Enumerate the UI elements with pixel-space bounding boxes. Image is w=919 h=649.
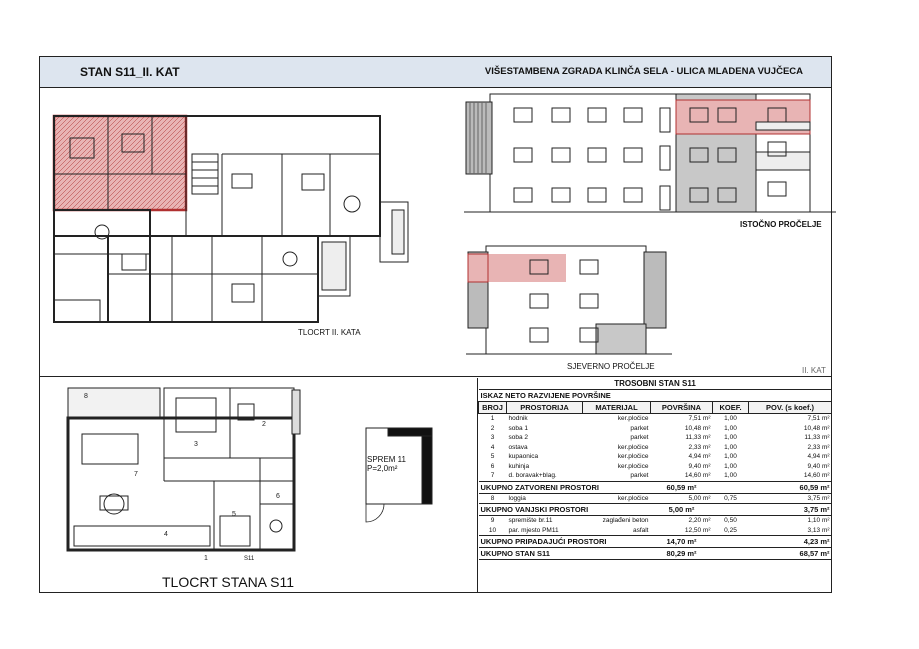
room-number-1-top: 1 xyxy=(204,555,208,562)
cell-num: 4 xyxy=(490,443,495,451)
cell-num: 5 xyxy=(490,453,495,461)
cell-coef: 1,00 xyxy=(724,453,737,461)
upper-panel xyxy=(40,88,831,377)
entrance-label: S11 xyxy=(244,556,255,562)
unit-plan-caption: TLOCRT STANA S11 xyxy=(162,574,295,590)
cell-area: 9,40 m² xyxy=(688,462,711,470)
cell-area-coef: 3,75 m² xyxy=(807,494,830,502)
cell-coef: 0,50 xyxy=(724,517,737,525)
cell-area: 7,51 m² xyxy=(688,415,711,423)
cell-name: kupaonica xyxy=(508,453,539,461)
table-title: TROSOBNI STAN S11 xyxy=(479,378,832,390)
cell-coef: 1,00 xyxy=(724,434,737,442)
cell-coef: 1,00 xyxy=(724,415,737,423)
north-facade-drawing xyxy=(466,244,672,356)
cell-area-coef: 14,60 m² xyxy=(803,472,830,480)
cell-material: parket xyxy=(630,424,649,432)
cell-num: 8 xyxy=(490,494,495,502)
table-row xyxy=(479,516,832,526)
room-number-4: 4 xyxy=(164,531,168,538)
cell-material: asfalt xyxy=(632,526,649,534)
col-header-area-coef: POV. (s koef.) xyxy=(749,402,832,414)
room-number-3: 3 xyxy=(194,441,198,448)
closed-total-area-coef: 60,59 m² xyxy=(749,481,832,493)
belonging-total-label: UKUPNO PRIPADAJUĆI PROSTORI xyxy=(479,536,651,548)
cell-coef: 1,00 xyxy=(724,462,737,470)
floor-plan-caption: TLOCRT II. KATA xyxy=(298,328,361,337)
cell-num: 10 xyxy=(488,526,497,534)
cell-name: d. boravak+blag. xyxy=(508,472,557,480)
cell-coef: 0,75 xyxy=(724,494,737,502)
table-row xyxy=(479,433,832,443)
grand-total-area-coef: 68,57 m² xyxy=(749,548,832,560)
table-row xyxy=(479,526,832,536)
cell-coef: 1,00 xyxy=(724,443,737,451)
cell-area-coef: 10,48 m² xyxy=(803,424,830,432)
cell-area: 2,20 m² xyxy=(688,517,711,525)
grand-total-label: UKUPNO STAN S11 xyxy=(479,548,651,560)
outdoor-total-area-coef: 3,75 m² xyxy=(749,504,832,516)
table-row xyxy=(479,443,832,453)
cell-num: 2 xyxy=(490,424,495,432)
cell-coef: 1,00 xyxy=(724,424,737,432)
storage-label: SPREM 11 xyxy=(367,455,406,464)
north-facade-caption: SJEVERNO PROČELJE xyxy=(567,362,655,371)
room-number-6: 6 xyxy=(276,493,280,500)
cell-area-coef: 2,33 m² xyxy=(807,443,830,451)
closed-total-area: 60,59 m² xyxy=(651,481,713,493)
room-number-5: 5 xyxy=(232,511,236,518)
room-number-2: 2 xyxy=(262,421,266,428)
unit-title: STAN S11_II. KAT xyxy=(80,65,180,79)
cell-area: 10,48 m² xyxy=(684,424,711,432)
storage-area: P=2,0m² xyxy=(367,464,398,473)
cell-num: 1 xyxy=(490,415,495,423)
col-header-coef: KOEF. xyxy=(713,402,749,414)
cell-coef: 1,00 xyxy=(724,472,737,480)
outdoor-total-area: 5,00 m² xyxy=(651,504,713,516)
drawing-sheet xyxy=(39,56,832,593)
belonging-total-area-coef: 4,23 m² xyxy=(749,536,832,548)
cell-name: soba 1 xyxy=(508,424,529,432)
floor-plan-drawing xyxy=(52,114,412,324)
cell-num: 9 xyxy=(490,517,495,525)
table-row xyxy=(479,414,832,424)
table-row xyxy=(479,462,832,472)
belonging-total-area: 14,70 m² xyxy=(651,536,713,548)
cell-name: spremište br.11 xyxy=(508,517,553,525)
cell-area: 14,60 m² xyxy=(684,472,711,480)
cell-area: 2,33 m² xyxy=(688,443,711,451)
cell-name: loggia xyxy=(508,494,526,502)
cell-material: ker.pločice xyxy=(617,453,649,461)
east-facade-drawing xyxy=(464,92,836,216)
cell-area: 5,00 m² xyxy=(688,494,711,502)
cell-name: kuhinja xyxy=(508,462,530,470)
room-rows xyxy=(479,414,832,482)
cell-area-coef: 3,13 m² xyxy=(807,526,830,534)
grand-total-area: 80,29 m² xyxy=(651,548,713,560)
col-header-area: POVRŠINA xyxy=(651,402,713,414)
table-row xyxy=(479,424,832,434)
cell-material: zaglađeni beton xyxy=(602,517,649,525)
cell-name: par. mjesto PM11 xyxy=(508,526,559,534)
cell-material: ker.pločice xyxy=(617,415,649,423)
cell-area-coef: 9,40 m² xyxy=(807,462,830,470)
cell-num: 3 xyxy=(490,434,495,442)
belonging-rows xyxy=(479,516,832,536)
col-header-room: PROSTORIJA xyxy=(507,402,583,414)
room-number-7: 7 xyxy=(134,471,138,478)
area-table xyxy=(478,378,831,592)
floor-corner-label: II. KAT xyxy=(802,366,826,375)
cell-area: 12,50 m² xyxy=(684,526,711,534)
cell-area-coef: 7,51 m² xyxy=(807,415,830,423)
cell-material: parket xyxy=(630,472,649,480)
cell-name: hodnik xyxy=(508,415,528,423)
cell-material: ker.pločice xyxy=(617,443,649,451)
outdoor-rows xyxy=(479,493,832,504)
table-row xyxy=(479,471,832,481)
cell-material: ker.pločice xyxy=(617,462,649,470)
cell-area-coef: 11,33 m² xyxy=(804,434,830,442)
cell-area-coef: 1,10 m² xyxy=(807,517,830,525)
table-row xyxy=(479,493,832,504)
cell-coef: 0,25 xyxy=(724,526,737,534)
cell-material: ker.pločice xyxy=(617,494,649,502)
title-bar xyxy=(40,57,831,88)
east-facade-caption: ISTOČNO PROČELJE xyxy=(740,220,822,229)
cell-area: 4,94 m² xyxy=(688,453,711,461)
unit-plan-panel xyxy=(40,378,478,592)
building-title: VIŠESTAMBENA ZGRADA KLINČA SELA - ULICA MLADENA VUJČECA xyxy=(484,66,803,77)
col-header-number: BROJ xyxy=(479,402,507,414)
cell-num: 6 xyxy=(490,462,495,470)
table-subtitle: ISKAZ NETO RAZVIJENE POVRŠINE xyxy=(479,390,832,402)
cell-area: 11,33 m² xyxy=(685,434,711,442)
cell-num: 7 xyxy=(490,472,495,480)
cell-name: ostava xyxy=(508,443,528,451)
storage-plan-drawing xyxy=(358,424,448,524)
outdoor-total-label: UKUPNO VANJSKI PROSTORI xyxy=(479,504,651,516)
table-row xyxy=(479,452,832,462)
cell-name: soba 2 xyxy=(508,434,529,442)
closed-total-label: UKUPNO ZATVORENI PROSTORI xyxy=(479,481,651,493)
col-header-material: MATERIJAL xyxy=(583,402,651,414)
cell-area-coef: 4,94 m² xyxy=(807,453,830,461)
cell-material: parket xyxy=(630,434,649,442)
room-number-8: 8 xyxy=(84,393,88,400)
